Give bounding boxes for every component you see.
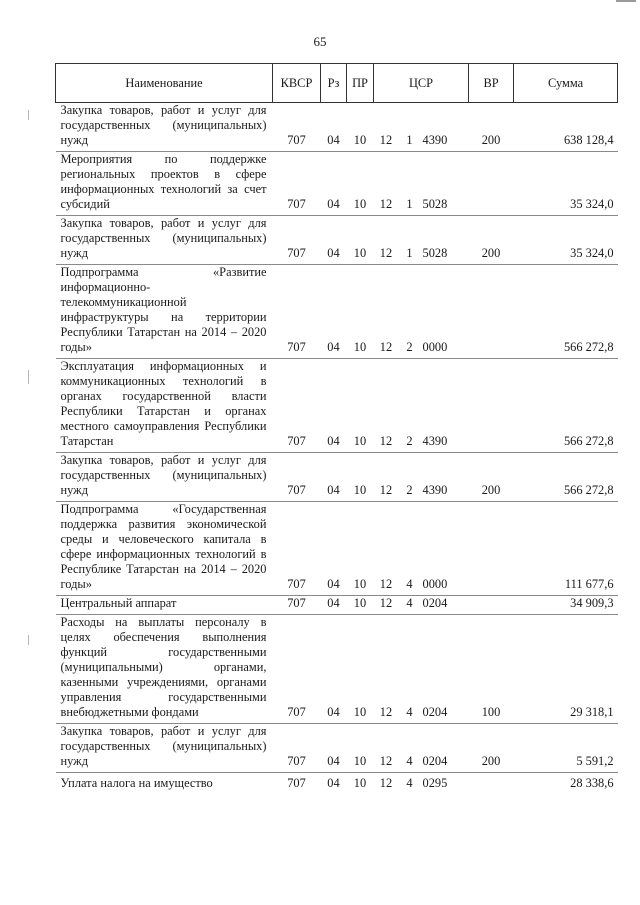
cell-pr: 10 — [353, 754, 367, 768]
cell-vr: 200 — [481, 754, 501, 768]
cell-kvsr: 707 — [287, 197, 306, 211]
table-body — [56, 103, 618, 795]
cell-csr-code: 0204 — [422, 705, 448, 719]
cell-csr-program: 12 — [379, 246, 393, 260]
cell-sum: 29 318,1 — [570, 705, 614, 719]
cell-csr-program: 12 — [379, 577, 393, 591]
cell-kvsr: 707 — [287, 754, 306, 768]
cell-kvsr: 707 — [287, 577, 306, 591]
table-row — [56, 502, 618, 596]
cell-kvsr: 707 — [287, 483, 306, 497]
cell-csr-code: 0204 — [422, 596, 448, 610]
cell-csr-program: 12 — [379, 133, 393, 147]
cell-rz: 04 — [327, 596, 340, 610]
table-row — [56, 152, 618, 216]
cell-vr — [469, 265, 514, 359]
cell-csr-subprogram: 1 — [406, 133, 413, 147]
cell-csr-subprogram: 2 — [406, 483, 413, 497]
cell-csr-subprogram: 2 — [406, 340, 413, 354]
cell-csr-code: 4390 — [422, 483, 448, 497]
cell-pr: 10 — [353, 246, 367, 260]
table-row — [56, 596, 618, 615]
cell-rz: 04 — [327, 776, 340, 790]
cell-sum: 566 272,8 — [563, 434, 614, 448]
header-pr: ПР — [347, 64, 374, 103]
cell-name: Закупка товаров, работ и услуг для государственных (муниципальных) нужд — [60, 453, 267, 497]
cell-vr — [469, 773, 514, 795]
cell-pr: 10 — [353, 340, 367, 354]
cell-kvsr: 707 — [287, 246, 306, 260]
cell-name: Подпрограмма «Развитие информационно-телекоммуникационной инфраструктуры на территории Республики Татарстан на 2014 – 2020 годы» — [60, 265, 267, 354]
page-corner-mark — [616, 0, 636, 2]
cell-vr — [469, 596, 514, 615]
cell-rz: 04 — [327, 246, 340, 260]
cell-name: Уплата налога на имущество — [60, 776, 213, 790]
table-row — [56, 265, 618, 359]
cell-sum: 35 324,0 — [570, 197, 614, 211]
cell-name: Центральный аппарат — [60, 596, 177, 610]
cell-csr-code: 0295 — [422, 776, 448, 790]
cell-csr-subprogram: 1 — [406, 197, 413, 211]
cell-pr: 10 — [353, 705, 367, 719]
header-csr: ЦСР — [374, 64, 469, 103]
header-sum: Сумма — [514, 64, 618, 103]
cell-vr — [469, 152, 514, 216]
cell-sum: 34 909,3 — [570, 596, 614, 610]
cell-name: Эксплуатация информационных и коммуникационных технологий в органах государственной власти Республики Татарстан и органах местного самоуправления Республики Татарстан — [60, 359, 267, 448]
cell-csr-program: 12 — [379, 340, 393, 354]
cell-pr: 10 — [353, 133, 367, 147]
table-row — [56, 773, 618, 795]
cell-vr: 200 — [481, 483, 501, 497]
table-row — [56, 216, 618, 265]
cell-rz: 04 — [327, 340, 340, 354]
cell-csr-subprogram: 4 — [406, 776, 413, 790]
margin-tick — [28, 110, 29, 120]
cell-csr-code: 0000 — [422, 340, 448, 354]
cell-name: Закупка товаров, работ и услуг для государственных (муниципальных) нужд — [60, 216, 267, 260]
cell-pr: 10 — [353, 483, 367, 497]
table-row — [56, 615, 618, 724]
cell-kvsr: 707 — [287, 434, 306, 448]
table-row — [56, 359, 618, 453]
table-row — [56, 453, 618, 502]
cell-name: Мероприятия по поддержке региональных проектов в сфере информационных технологий за счет субсидий — [60, 152, 267, 211]
cell-pr: 10 — [353, 197, 367, 211]
cell-sum: 28 338,6 — [570, 776, 614, 790]
cell-kvsr: 707 — [287, 340, 306, 354]
cell-pr: 10 — [353, 577, 367, 591]
cell-name: Расходы на выплаты персоналу в целях обеспечения выполнения функций государственными (муниципальными) органами, казенными учреждениями, органами управления государственными внебюджетными фондами — [60, 615, 267, 719]
cell-rz: 04 — [327, 133, 340, 147]
cell-sum: 111 677,6 — [564, 577, 614, 591]
margin-tick — [28, 635, 29, 645]
cell-pr: 10 — [353, 776, 367, 790]
cell-csr-code: 4390 — [422, 434, 448, 448]
cell-csr-program: 12 — [379, 434, 393, 448]
cell-name: Закупка товаров, работ и услуг для государственных (муниципальных) нужд — [60, 724, 267, 768]
header-vr: ВР — [469, 64, 514, 103]
cell-csr-program: 12 — [379, 776, 393, 790]
cell-rz: 04 — [327, 197, 340, 211]
cell-sum: 566 272,8 — [563, 483, 614, 497]
table-row — [56, 103, 618, 152]
cell-name: Закупка товаров, работ и услуг для государственных (муниципальных) нужд — [60, 103, 267, 147]
cell-csr-subprogram: 4 — [406, 754, 413, 768]
cell-rz: 04 — [327, 434, 340, 448]
cell-vr — [469, 359, 514, 453]
cell-rz: 04 — [327, 754, 340, 768]
page-number: 65 — [313, 34, 327, 49]
cell-vr — [469, 502, 514, 596]
table-row — [56, 724, 618, 773]
cell-vr: 100 — [481, 705, 501, 719]
cell-pr: 10 — [353, 596, 367, 610]
cell-rz: 04 — [327, 577, 340, 591]
cell-sum: 638 128,4 — [563, 133, 614, 147]
cell-rz: 04 — [327, 705, 340, 719]
cell-sum: 5 591,2 — [576, 754, 614, 768]
cell-csr-subprogram: 4 — [406, 577, 413, 591]
cell-kvsr: 707 — [287, 776, 306, 790]
cell-kvsr: 707 — [287, 705, 306, 719]
cell-name: Подпрограмма «Государственная поддержка развития экономической среды и человеческого капитала в сфере информационных технологий в Республике Татарстан на 2014 – 2020 годы» — [60, 502, 267, 591]
cell-sum: 566 272,8 — [563, 340, 614, 354]
cell-csr-program: 12 — [379, 754, 393, 768]
header-name: Наименование — [56, 64, 273, 103]
cell-csr-code: 5028 — [422, 246, 448, 260]
cell-kvsr: 707 — [287, 133, 306, 147]
budget-table — [55, 63, 618, 794]
cell-csr-subprogram: 2 — [406, 434, 413, 448]
cell-csr-program: 12 — [379, 197, 393, 211]
header-kvsr: КВСР — [273, 64, 321, 103]
cell-csr-program: 12 — [379, 596, 393, 610]
cell-csr-code: 4390 — [422, 133, 448, 147]
cell-csr-subprogram: 1 — [406, 246, 413, 260]
cell-kvsr: 707 — [287, 596, 306, 610]
cell-csr-code: 5028 — [422, 197, 448, 211]
cell-vr: 200 — [481, 246, 501, 260]
cell-sum: 35 324,0 — [570, 246, 614, 260]
cell-csr-program: 12 — [379, 483, 393, 497]
cell-csr-code: 0000 — [422, 577, 448, 591]
budget-table-container — [55, 63, 617, 794]
cell-csr-subprogram: 4 — [406, 705, 413, 719]
cell-csr-code: 0204 — [422, 754, 448, 768]
cell-csr-program: 12 — [379, 705, 393, 719]
cell-rz: 04 — [327, 483, 340, 497]
header-rz: Рз — [321, 64, 347, 103]
cell-csr-subprogram: 4 — [406, 596, 413, 610]
cell-vr: 200 — [481, 133, 501, 147]
cell-pr: 10 — [353, 434, 367, 448]
table-header-row — [56, 64, 618, 103]
margin-tick — [28, 370, 29, 384]
